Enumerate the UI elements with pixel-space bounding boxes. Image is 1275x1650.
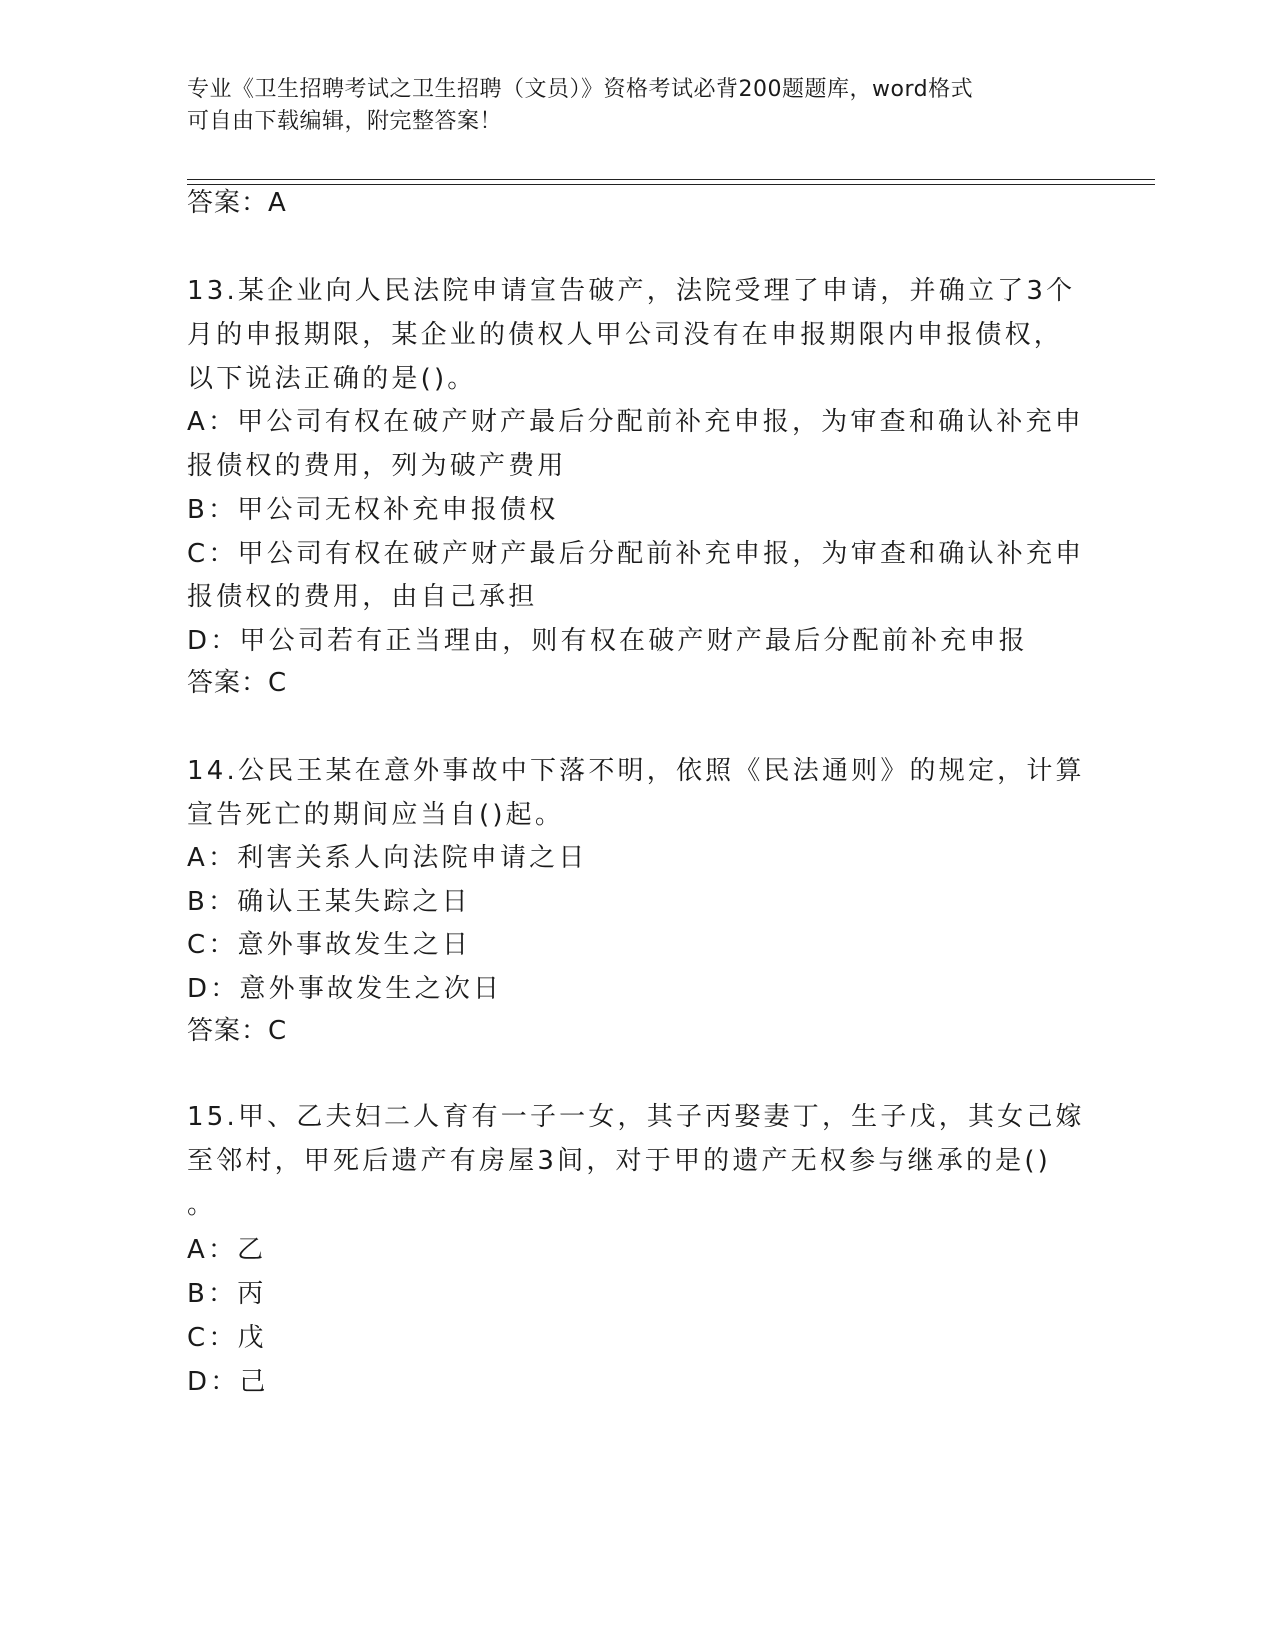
question-13-stem-line-2: 月的申报期限，某企业的债权人甲公司没有在申报期限内申报债权， [187, 320, 1064, 350]
header-line-2: 可自由下载编辑，附完整答案！ [187, 109, 503, 134]
question-13-option-a-cont: 报债权的费用，列为破产费用 [187, 451, 567, 481]
question-14-option-c: C：意外事故发生之日 [187, 930, 472, 960]
question-14-option-b: B：确认王某失踪之日 [187, 887, 471, 917]
document-header [187, 74, 1087, 138]
question-15-stem-line-3: 。 [187, 1190, 217, 1220]
question-13-answer: 答案：C [187, 668, 288, 698]
question-14-option-a: A：利害关系人向法院申请之日 [187, 843, 588, 873]
header-divider-bottom [187, 184, 1155, 185]
question-14-stem-line-1: 14.公民王某在意外事故中下落不明，依照《民法通则》的规定，计算 [187, 756, 1085, 786]
header-line-1: 专业《卫生招聘考试之卫生招聘（文员）》资格考试必背200题题库，word格式 [187, 77, 974, 102]
question-15-stem-line-2: 至邻村，甲死后遗产有房屋3间，对于甲的遗产无权参与继承的是() [187, 1146, 1052, 1176]
question-13-option-d: D：甲公司若有正当理由，则有权在破产财产最后分配前补充申报 [187, 626, 1028, 656]
question-13-stem-line-3: 以下说法正确的是()。 [187, 364, 477, 394]
question-15-option-b: B：丙 [187, 1279, 267, 1309]
question-15-stem-line-1: 15.甲、乙夫妇二人育有一子一女，其子丙娶妻丁，生子戊，其女己嫁 [187, 1102, 1085, 1132]
question-15-option-c: C：戊 [187, 1323, 267, 1353]
question-13-option-b: B：甲公司无权补充申报债权 [187, 495, 559, 525]
question-13-option-c-cont: 报债权的费用，由自己承担 [187, 582, 538, 612]
question-15-option-d: D：己 [187, 1367, 269, 1397]
question-13-option-c: C：甲公司有权在破产财产最后分配前补充申报，为审查和确认补充申 [187, 539, 1085, 569]
question-13-stem-line-1: 13.某企业向人民法院申请宣告破产，法院受理了申请，并确立了3个 [187, 276, 1076, 306]
question-14-option-d: D：意外事故发生之次日 [187, 974, 503, 1004]
header-divider-top [187, 179, 1155, 180]
question-14-stem-line-2: 宣告死亡的期间应当自()起。 [187, 800, 565, 830]
question-14-answer: 答案：C [187, 1016, 288, 1046]
question-15-option-a: A：乙 [187, 1235, 267, 1265]
answer-line: 答案：A [187, 188, 287, 218]
question-13-option-a: A：甲公司有权在破产财产最后分配前补充申报，为审查和确认补充申 [187, 407, 1084, 437]
